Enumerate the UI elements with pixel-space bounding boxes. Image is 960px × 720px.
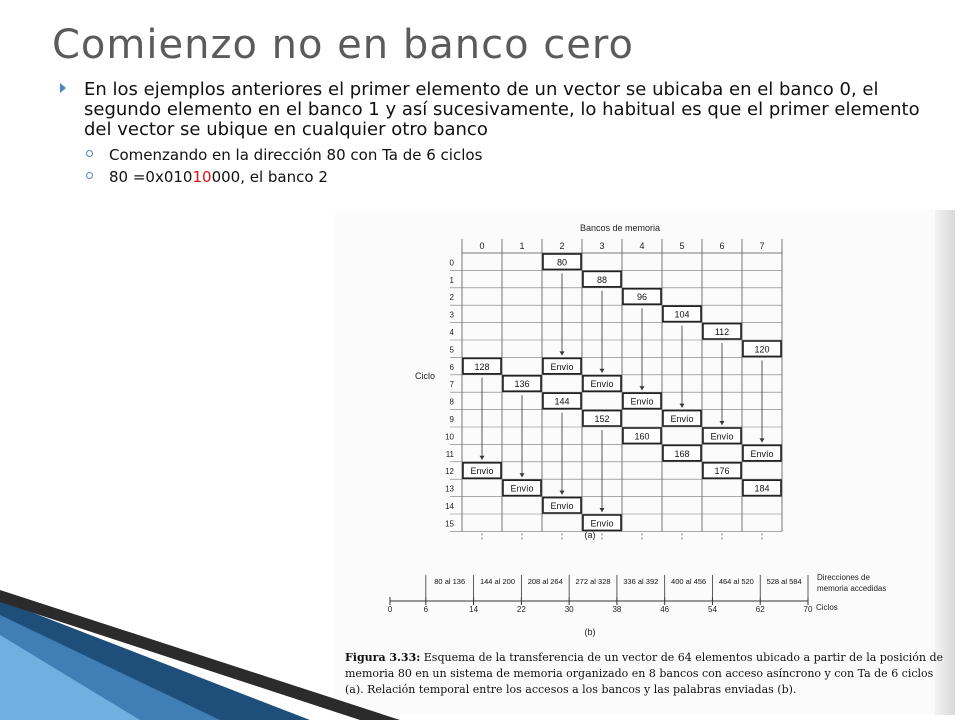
access-arrow-head — [720, 421, 725, 425]
address-cell-text: 120 — [754, 344, 770, 355]
label-a: (a) — [584, 530, 596, 540]
sub-bullet-2-pre: 80 =0x010 — [109, 168, 193, 186]
cycle-number: 8 — [449, 397, 454, 407]
cycle-number: 10 — [445, 432, 454, 442]
cycle-number: 11 — [445, 449, 454, 459]
timeline-tick-label: 38 — [612, 605, 622, 614]
slide-title: Comienzo no en banco cero — [52, 22, 634, 68]
cycle-number: 9 — [449, 415, 454, 424]
timeline-range-label: 144 al 200 — [479, 577, 516, 586]
address-cell-text: 168 — [674, 448, 690, 459]
cycle-number: 7 — [449, 380, 454, 390]
address-cell-text: 80 — [556, 257, 568, 268]
access-arrow-head — [680, 404, 685, 408]
envio-cell-text: Envío — [550, 501, 574, 511]
cycle-number: 12 — [445, 467, 454, 477]
timeline-tick-label: 54 — [708, 605, 717, 614]
sub-bullet-1-text: Comenzando en la dirección 80 con Ta de 6 ciclos — [109, 146, 483, 164]
main-bullet-text: En los ejemplos anteriores el primer elemento de un vector se ubicaba en el banco 0, el segundo elemento en el banco 1 y así sucesivamente, lo habitual es que el primer elemento del vector se ubique en cualquier otro banco — [84, 79, 920, 140]
address-cell-text: 128 — [474, 361, 490, 372]
bank-number: 4 — [639, 241, 645, 251]
cycle-number: 13 — [445, 484, 454, 494]
access-arrow-head — [560, 491, 565, 495]
bank-number: 1 — [519, 241, 525, 251]
timeline-tick-label: 62 — [755, 605, 765, 614]
envio-cell-text: Envío — [630, 396, 654, 407]
envio-cell-text: Envío — [550, 361, 574, 372]
bank-number: 2 — [559, 241, 565, 251]
bank-number: 5 — [679, 241, 685, 251]
timeline-range-label: 400 al 456 — [671, 577, 707, 586]
timeline-cycles-label: Ciclos — [816, 603, 838, 612]
timeline-range-label: 464 al 520 — [718, 577, 754, 586]
envio-cell-text: Envío — [750, 448, 774, 459]
timeline-range-label: 208 al 264 — [527, 577, 563, 586]
sub-bullet-2-post: 000, el banco 2 — [211, 168, 328, 186]
cycle-number: 14 — [445, 502, 454, 511]
cycle-number: 5 — [449, 345, 454, 355]
address-cell-text: 104 — [674, 309, 690, 320]
timeline-tick-label: 30 — [564, 605, 574, 614]
address-cell-text: 88 — [596, 274, 608, 285]
address-cell-text: 136 — [514, 379, 530, 390]
cycle-number: 2 — [449, 293, 454, 303]
access-arrow-head — [560, 351, 565, 355]
timeline-range-label: 528 al 584 — [766, 577, 802, 586]
access-arrow-head — [600, 369, 605, 373]
caption-text: Esquema de la transferencia de un vector de 64 elementos ubicado a partir de la posición de memoria 80 en un sistema de memoria organizado en 8 bancos con acceso asíncrono y con Ta de 6 ciclos (a). Relación temporal entre los accesos a los bancos y las palabras enviadas (b). — [345, 651, 944, 696]
access-arrow-head — [520, 473, 525, 477]
decorative-swoosh — [0, 560, 420, 720]
label-b: (b) — [584, 627, 596, 637]
address-cell-text: 144 — [554, 396, 570, 407]
timeline-tick-label: 0 — [387, 605, 393, 614]
timeline-tick-label: 14 — [469, 605, 479, 614]
envio-cell-text: Envío — [510, 483, 534, 494]
address-cell-text: 112 — [714, 327, 730, 337]
access-arrow-head — [600, 508, 605, 512]
bank-number: 6 — [719, 241, 725, 251]
timeline-range-label: 336 al 392 — [623, 577, 659, 586]
timeline-tick-label: 70 — [803, 605, 813, 614]
address-cell-text: 160 — [634, 431, 650, 442]
timeline-right-label-1: Direcciones de — [817, 573, 870, 582]
access-arrow-head — [640, 386, 645, 390]
figure-caption — [345, 650, 945, 698]
bank-header: Bancos de memoria — [579, 223, 661, 233]
cycle-number: 3 — [449, 310, 454, 320]
timeline-tick-label: 6 — [423, 605, 429, 614]
access-arrow-head — [480, 456, 485, 460]
bank-number: 3 — [599, 241, 605, 251]
sub-bullet-2-highlight: 10 — [192, 168, 212, 186]
cycle-number: 1 — [449, 275, 454, 285]
cycle-axis-label: Ciclo — [414, 371, 436, 381]
timeline-range-label: 272 al 328 — [575, 577, 611, 586]
address-cell-text: 96 — [636, 292, 648, 303]
envio-cell-text: Envío — [670, 414, 694, 424]
caption-bold: Figura 3.33: — [345, 651, 421, 664]
cycle-number: 0 — [449, 258, 454, 268]
bank-number: 7 — [759, 241, 765, 251]
access-arrow-head — [760, 438, 765, 442]
timeline-tick-label: 22 — [516, 605, 526, 614]
timeline-range-label: 80 al 136 — [434, 577, 466, 586]
envio-cell-text: Envío — [470, 466, 494, 477]
address-cell-text: 152 — [594, 414, 610, 424]
cycle-number: 4 — [449, 328, 454, 337]
envio-cell-text: Envío — [590, 518, 614, 529]
envio-cell-text: Envío — [710, 431, 734, 442]
bank-number: 0 — [479, 241, 485, 251]
address-cell-text: 176 — [714, 466, 730, 477]
timeline-right-label-2: memoria accedidas — [817, 584, 887, 593]
cycle-number: 15 — [445, 519, 454, 529]
envio-cell-text: Envío — [590, 379, 614, 390]
address-cell-text: 184 — [754, 483, 770, 494]
cycle-number: 6 — [449, 362, 454, 372]
timeline-tick-label: 46 — [660, 605, 670, 614]
